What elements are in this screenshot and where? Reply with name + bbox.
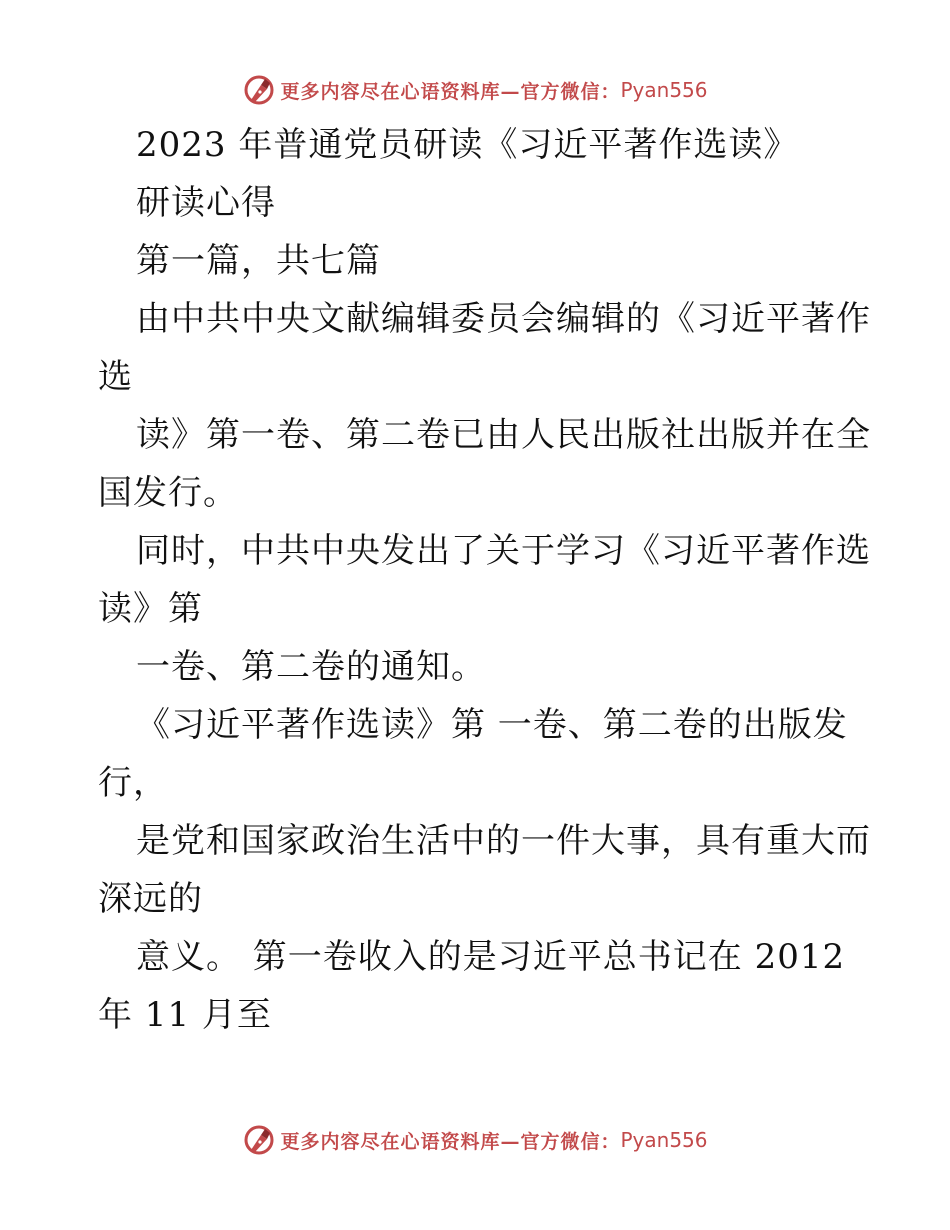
pen-nib-logo-icon <box>242 1123 276 1157</box>
text-line: 年 11 月至 <box>98 995 272 1035</box>
text-line: 读》第一卷、第二卷已由人民出版社出版并在全 <box>136 415 871 455</box>
text-line: 读》第 <box>98 589 203 629</box>
text-line: 国发行。 <box>98 473 238 513</box>
text-line: 同时，中共中央发出了关于学习《习近平著作选 <box>136 531 871 571</box>
pen-nib-logo-icon <box>242 73 276 107</box>
text-line: 研读心得 <box>136 183 276 223</box>
text-line: 行， <box>98 763 168 803</box>
text-line: 意义。 第一卷收入的是习近平总书记在 2012 <box>136 937 846 977</box>
text-line: 一卷、第二卷的通知。 <box>136 647 486 687</box>
watermark-text: 更多内容尽在心语资料库—官方微信： <box>280 1130 621 1153</box>
text-line: 《习近平著作选读》第 一卷、第二卷的出版发 <box>136 705 848 745</box>
text-line: 第一篇，共七篇 <box>136 241 381 281</box>
text-line: 由中共中央文献编辑委员会编辑的《习近平著作 <box>136 299 871 339</box>
text-line: 是党和国家政治生活中的一件大事，具有重大而 <box>136 821 871 861</box>
watermark-footer <box>0 1120 950 1160</box>
watermark-wechat-id: Pyan556 <box>620 78 708 102</box>
text-line: 选 <box>98 357 133 397</box>
text-line: 深远的 <box>98 879 203 919</box>
watermark-header <box>0 70 950 110</box>
text-line: 2023 年普通党员研读《习近平著作选读》 <box>136 125 799 165</box>
watermark-wechat-id: Pyan556 <box>620 1128 708 1152</box>
watermark-text: 更多内容尽在心语资料库—官方微信： <box>280 80 621 103</box>
